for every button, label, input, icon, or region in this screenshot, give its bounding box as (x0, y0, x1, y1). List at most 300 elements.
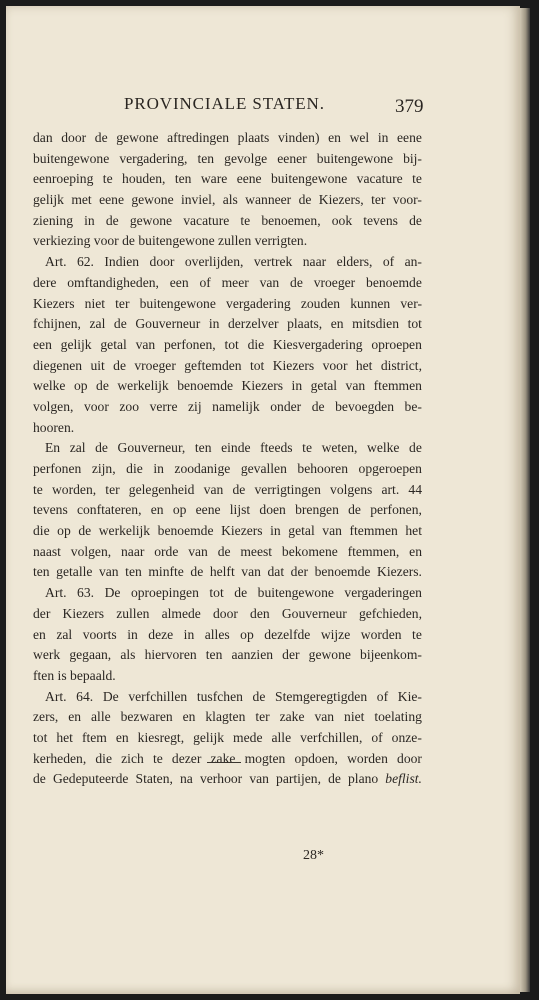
word: wel (349, 130, 370, 145)
word: volgen, (33, 398, 74, 414)
text-line (33, 438, 422, 459)
word: getalle (56, 564, 93, 580)
word: de (96, 378, 109, 394)
word: een (33, 336, 52, 352)
text-line (33, 418, 422, 439)
word: in (183, 626, 195, 642)
word: van (345, 378, 366, 394)
word: beflist. (385, 771, 422, 787)
word: van (98, 564, 119, 580)
word: onze- (391, 729, 422, 745)
word: ftemmen (349, 523, 398, 539)
word: der (33, 605, 51, 621)
word: voor (83, 398, 109, 414)
word: omftandigheden, (67, 274, 159, 290)
word: Kie- (397, 688, 422, 704)
word: Kiezers. (377, 564, 422, 580)
word: van (314, 709, 335, 725)
text-line (33, 562, 422, 583)
word: inviel, (180, 192, 216, 208)
word: overlijden, (184, 254, 244, 270)
word: fchijnen, (33, 316, 81, 332)
word: eener (277, 150, 307, 166)
word: dat (267, 564, 285, 580)
word: verfchillen, (300, 729, 363, 745)
word: 64. (76, 688, 94, 704)
word: plaats, (287, 316, 323, 332)
word: an- (404, 254, 422, 270)
word: vergadering, (119, 150, 188, 166)
word: tot (209, 585, 224, 601)
text-line (33, 769, 422, 790)
word: houden, (122, 171, 166, 187)
word: Gouverneur (135, 316, 201, 332)
word: tevens (363, 212, 398, 228)
word: opgeroepen (358, 461, 422, 476)
word: van (241, 564, 261, 580)
word: ftemmen (373, 378, 422, 394)
word: gewone (129, 212, 173, 228)
word: almede (161, 605, 201, 621)
word: De (104, 585, 121, 601)
word: meest (240, 543, 273, 559)
word: zich (121, 750, 144, 766)
word: ften (33, 667, 55, 683)
word: verre (149, 398, 178, 414)
word: tot (249, 357, 265, 373)
text-line (33, 294, 422, 315)
word: het (56, 729, 73, 745)
word: conftateren, (76, 502, 142, 518)
text-line (33, 728, 422, 749)
word: vacature (356, 171, 403, 187)
word: zullen (116, 605, 150, 621)
word: zijn, (91, 461, 116, 476)
word: benoemde (157, 523, 214, 539)
word: de (234, 585, 248, 601)
word: meer (221, 274, 249, 290)
word: de (348, 502, 361, 518)
word: buitengewone (257, 585, 334, 601)
word: gewone (116, 130, 159, 145)
word: die (33, 523, 50, 539)
word: zake (279, 709, 305, 725)
word: gelegenheid (128, 481, 195, 497)
word: bevoegden (335, 398, 394, 414)
word: verfchillen (128, 688, 188, 704)
word: een (169, 274, 189, 290)
word: welke (33, 378, 66, 394)
word: of (376, 688, 389, 704)
word: diegenen (33, 357, 83, 373)
word: hooren. (33, 419, 75, 435)
word: mede (233, 729, 263, 745)
text-line (33, 666, 422, 687)
word: en (115, 729, 129, 745)
word: ware (200, 171, 228, 187)
text-line (33, 252, 422, 273)
text-line (33, 397, 422, 418)
page-number: 379 (395, 96, 424, 117)
word: alles (204, 626, 230, 642)
word: tot (33, 729, 48, 745)
word: hiervoren (144, 647, 197, 663)
word: aftredingen (167, 130, 230, 145)
word: door (149, 254, 175, 270)
word: mitsdien (352, 316, 399, 332)
text-line (33, 190, 422, 211)
word: de (298, 192, 312, 208)
text-line (33, 273, 422, 294)
word: Kiezers, (318, 192, 364, 208)
word: tot (224, 336, 239, 352)
word: te (240, 212, 251, 228)
page-edge-shadow (520, 8, 530, 992)
text-line (33, 521, 422, 542)
word: bepaald. (70, 667, 116, 683)
word: als (222, 192, 238, 208)
word: volgen, (70, 543, 112, 559)
word: zal (69, 440, 86, 456)
word: derzelver (227, 316, 279, 332)
word: ftemmen, (347, 543, 400, 559)
word: gevallen (240, 461, 287, 476)
word: en (182, 709, 196, 725)
word: die (126, 461, 143, 476)
word: wanneer (245, 192, 292, 208)
text-line (33, 500, 422, 521)
text-line (33, 231, 422, 252)
word: Kiezers (241, 378, 284, 394)
word: perfonen, (163, 336, 216, 352)
word: De (102, 688, 119, 704)
word: der (290, 564, 309, 580)
closing-rule (207, 762, 241, 763)
word: alle (271, 729, 292, 745)
word: gewone (308, 647, 351, 663)
word: vertrek (253, 254, 293, 270)
word: doen (259, 502, 286, 518)
text-line (33, 625, 422, 646)
word: de (78, 523, 92, 539)
word: Gouverneur, (117, 440, 186, 456)
word: bij- (403, 150, 422, 166)
word: gewone (131, 192, 174, 208)
word: 44 (408, 481, 422, 497)
word: oproepen (371, 336, 422, 352)
word: de (409, 440, 422, 456)
word: de (95, 440, 108, 456)
word: dezelfde (264, 626, 311, 642)
word: de (290, 274, 303, 290)
word: aanzien (231, 647, 274, 663)
word: Kiezers (272, 357, 315, 373)
word: in (270, 523, 281, 539)
word: van (322, 523, 342, 539)
word: Stemgeregtigden (275, 688, 368, 704)
word: ter (105, 481, 120, 497)
word: ten (125, 564, 142, 580)
word: gefchieden, (358, 605, 422, 621)
word: benoemde (314, 564, 371, 580)
word: Art. (45, 585, 67, 601)
word: art. (381, 481, 400, 497)
word: welke (367, 440, 400, 456)
word: eene (195, 502, 221, 518)
word: op (172, 502, 187, 518)
word: van (259, 274, 280, 290)
text-line (33, 459, 422, 480)
word: verrigtingen (254, 481, 321, 497)
word: ftem (81, 729, 107, 745)
page-header (6, 90, 520, 118)
word: of (199, 274, 211, 290)
word: te (102, 171, 113, 187)
word: zullen (218, 233, 252, 249)
word: orde (154, 543, 179, 559)
word: Art. (45, 254, 67, 270)
word: naar (121, 543, 145, 559)
word: in (153, 461, 164, 476)
word: voorts (82, 626, 117, 642)
word: geftemden (184, 357, 242, 373)
word: door (212, 605, 238, 621)
word: op (57, 523, 71, 539)
word: elders, (336, 254, 373, 270)
word: alle (91, 709, 111, 725)
word: en (68, 709, 82, 725)
word: ten (194, 440, 212, 456)
word: Kiesvergadering (272, 336, 363, 352)
word: brengen (295, 502, 339, 518)
word: mogten (244, 750, 286, 766)
word: buitengewone (271, 171, 348, 187)
word: Indien (104, 254, 140, 270)
word: vroeger (134, 357, 176, 373)
word: plaats (237, 130, 270, 145)
word: buitengewone (33, 150, 110, 166)
word: in (291, 378, 303, 394)
word: vergadering (226, 295, 291, 311)
word: vroeger (313, 274, 356, 290)
word: de (409, 212, 422, 228)
word: der (282, 647, 300, 663)
word: of (382, 254, 395, 270)
word: Staten, (135, 771, 173, 787)
word: perfonen, (370, 502, 422, 518)
word: niet (344, 709, 365, 725)
word: einde (221, 440, 251, 456)
word: minfte (148, 564, 184, 580)
word: en (33, 626, 46, 642)
word: het (405, 523, 422, 539)
word: de (328, 771, 341, 787)
word: toelating (374, 709, 422, 725)
word: getal (288, 523, 315, 539)
word: gelijk (33, 192, 64, 208)
word: verkiezing (33, 233, 91, 249)
word: zal (56, 626, 73, 642)
text-line (33, 314, 422, 335)
word: en (150, 502, 164, 518)
word: opdoen, (294, 750, 338, 766)
word: voor (93, 233, 119, 249)
word: dezer (171, 750, 202, 766)
word: be- (404, 398, 422, 414)
word: ten (33, 564, 50, 580)
word: buitengewone (138, 233, 215, 249)
word: eenroeping (33, 171, 94, 187)
word: te (33, 481, 43, 497)
word: namelijk (212, 398, 260, 414)
word: naar (302, 254, 327, 270)
word: ziening (33, 212, 74, 228)
word: werkelijk (117, 378, 169, 394)
text-line (33, 335, 422, 356)
word: de (105, 212, 119, 228)
text-line (33, 707, 422, 728)
word: zoodanige (174, 461, 231, 476)
word: Kiezers (221, 523, 263, 539)
word: eene (236, 171, 262, 187)
word: vacature (183, 212, 230, 228)
word: de (113, 357, 126, 373)
word: deze (148, 626, 174, 642)
word: fteeds (260, 440, 293, 456)
word: kerheden, (33, 750, 87, 766)
word: kunnen (350, 295, 391, 311)
word: werk (33, 647, 61, 663)
word: de (252, 688, 266, 704)
word: dere (33, 274, 57, 290)
text-line (33, 211, 422, 232)
word: zake (210, 750, 236, 766)
text-line (33, 128, 422, 149)
word: naast (33, 543, 61, 559)
word: zij (188, 398, 202, 414)
word: ten (197, 150, 215, 166)
word: voor (322, 357, 348, 373)
word: zers, (33, 709, 59, 725)
word: oproepingen (130, 585, 199, 601)
word: gegaan, (69, 647, 112, 663)
word: van (249, 771, 269, 787)
text-line (33, 687, 422, 708)
word: buitengewone (139, 295, 216, 311)
word: district, (380, 357, 422, 373)
word: uit (90, 357, 105, 373)
word: Art. (45, 688, 67, 704)
text-line (33, 583, 422, 604)
word: de (217, 543, 231, 559)
word: de (190, 564, 204, 580)
word: het (355, 357, 373, 373)
word: die (247, 336, 265, 352)
word: ten (205, 647, 223, 663)
word: werkelijk (98, 523, 151, 539)
word: benoemde (366, 274, 422, 290)
word: tevens (33, 502, 68, 518)
word: weten, (321, 440, 358, 456)
word: door (397, 750, 422, 766)
signature-mark: 28* (303, 848, 324, 863)
word: van (203, 481, 224, 497)
word: ter (371, 192, 386, 208)
word: bezwaren (120, 709, 173, 725)
word: in (208, 316, 220, 332)
word: door (61, 130, 87, 145)
word: de (94, 130, 108, 145)
word: en (409, 543, 422, 559)
word: worden, (51, 481, 97, 497)
word: te (302, 440, 312, 456)
word: en (328, 130, 341, 145)
word: Gedeputeerde (52, 771, 129, 787)
word: En (45, 440, 61, 456)
word: onder (270, 398, 302, 414)
word: in (127, 626, 138, 642)
word: bekomene (281, 543, 338, 559)
word: den (250, 605, 270, 621)
word: ter (255, 709, 270, 725)
word: 63. (77, 585, 95, 601)
text-line (33, 169, 422, 190)
text-line (33, 645, 422, 666)
word: bijeenkom- (360, 647, 422, 663)
word: ver- (400, 295, 422, 311)
word: te (412, 626, 422, 642)
word: of (371, 729, 383, 745)
word: gevolge (224, 150, 268, 166)
word: in (84, 212, 95, 228)
text-line (33, 480, 422, 501)
book-page (6, 6, 520, 994)
word: volgens (330, 481, 373, 497)
word: vergaderingen (344, 585, 422, 601)
word: van (188, 543, 208, 559)
word: voor- (392, 192, 422, 208)
word: ook (331, 212, 353, 228)
word: tot (407, 316, 422, 332)
word: niet (84, 295, 106, 311)
word: de (232, 481, 246, 497)
text-line (33, 542, 422, 563)
word: plano (348, 771, 379, 787)
word: Kiezers (62, 605, 105, 621)
text-line (33, 149, 422, 170)
word: in (377, 130, 389, 145)
word: verrigten. (254, 233, 308, 249)
word: ter (115, 295, 130, 311)
word: is (57, 667, 67, 683)
word: helft (209, 564, 235, 580)
word: lijst (229, 502, 251, 518)
word: die (95, 750, 112, 766)
text-line (33, 749, 422, 770)
word: getal (100, 336, 127, 352)
word: als (120, 647, 136, 663)
word: de (311, 398, 325, 414)
word: gelijk (60, 336, 92, 352)
word: benoemen, (261, 212, 321, 228)
word: dan (33, 130, 53, 145)
word: wijze (320, 626, 351, 642)
word: eene (397, 130, 422, 145)
word: Gouverneur (281, 605, 347, 621)
word: kiesregt, (137, 729, 185, 745)
body-text (33, 128, 422, 790)
word: worden (347, 750, 388, 766)
